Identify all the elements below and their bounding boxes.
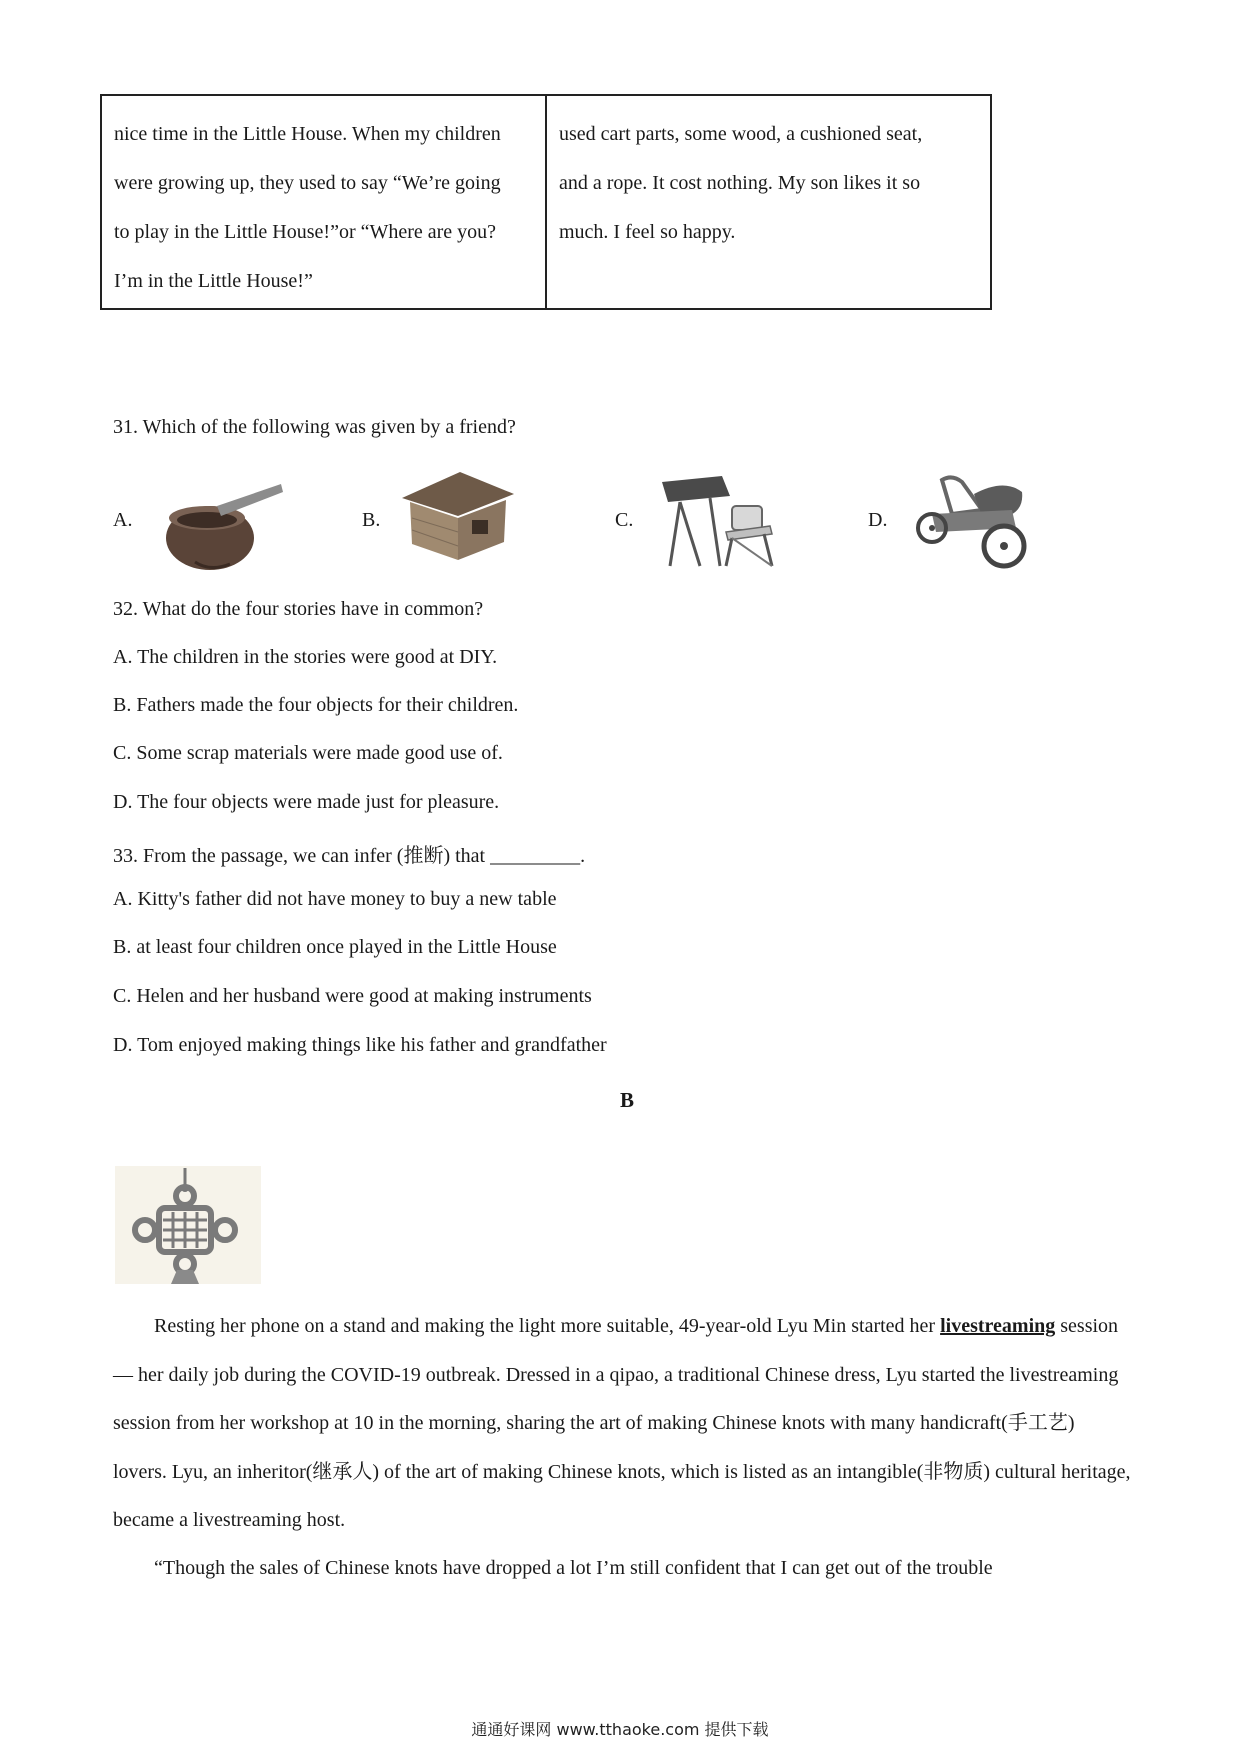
page-footer: 通通好课网 www.tthaoke.com 提供下载: [471, 1720, 769, 1739]
q33-option-d: D. Tom enjoyed making things like his father and grandfather: [113, 1034, 607, 1056]
q31-option-b-letter: B.: [362, 509, 381, 531]
q32-option-d: D. The four objects were made just for pleasure.: [113, 791, 500, 813]
story-cell-right: [547, 96, 990, 308]
table-left-line: I’m in the Little House!”: [114, 270, 313, 292]
table-right-line: used cart parts, some wood, a cushioned seat,: [559, 123, 923, 145]
folding-table-and-chair-image: [660, 476, 780, 568]
q33-option-b: B. at least four children once played in the Little House: [113, 936, 557, 958]
question-31: 31. Which of the following was given by a friend?: [113, 416, 516, 438]
table-right-line: and a rope. It cost nothing. My son likes it so: [559, 172, 921, 194]
story-table: [100, 94, 992, 310]
question-32: 32. What do the four stories have in common?: [113, 598, 484, 620]
table-left-line: to play in the Little House!”or “Where are you?: [114, 221, 497, 243]
q33-option-c: C. Helen and her husband were good at making instruments: [113, 985, 592, 1007]
table-right-line: much. I feel so happy.: [559, 221, 736, 243]
q31-option-a-letter: A.: [113, 509, 133, 531]
q33-option-a: A. Kitty's father did not have money to buy a new table: [113, 888, 557, 910]
pot-with-handle-image: [155, 476, 285, 576]
paragraph-1: [113, 1302, 1131, 1545]
q31-option-d-letter: D.: [868, 509, 888, 531]
q31-option-c-letter: C.: [615, 509, 634, 531]
q32-option-c: C. Some scrap materials were made good use of.: [113, 742, 503, 764]
paragraph-1-rest: session — her daily job during the COVID-19 outbreak. Dressed in a qipao, a traditional Chinese dress, Lyu started the livestreaming session from her workshop at 10 in the morning, sharing the art of making Chinese knots with many handicraft(手工艺) lovers. Lyu, an inheritor(继承人) of the art of making Chinese knots, which is listed as an intangible(非物质) cultural heritage, became a livestreaming host.: [113, 1315, 1131, 1531]
little-wooden-house-image: [398, 468, 516, 564]
question-33: 33. From the passage, we can infer (推断) that _________.: [113, 845, 586, 867]
q32-option-a: A. The children in the stories were good at DIY.: [113, 646, 498, 668]
keyword-livestreaming: livestreaming: [940, 1315, 1056, 1337]
story-cell-left: [102, 96, 547, 308]
wooden-cart-image: [912, 470, 1030, 572]
paragraph-2-text: “Though the sales of Chinese knots have dropped a lot I’m still confident that I can get out of the trouble: [154, 1557, 993, 1579]
paragraph-2: [113, 1544, 1131, 1593]
table-left-line: nice time in the Little House. When my children: [114, 123, 501, 145]
section-heading: B: [620, 1088, 635, 1112]
paragraph-1-start: Resting her phone on a stand and making the light more suitable, 49-year-old Lyu Min started her: [154, 1315, 941, 1337]
chinese-knot-image: [115, 1166, 261, 1284]
table-left-line: were growing up, they used to say “We’re going: [114, 172, 501, 194]
q32-option-b: B. Fathers made the four objects for their children.: [113, 694, 519, 716]
